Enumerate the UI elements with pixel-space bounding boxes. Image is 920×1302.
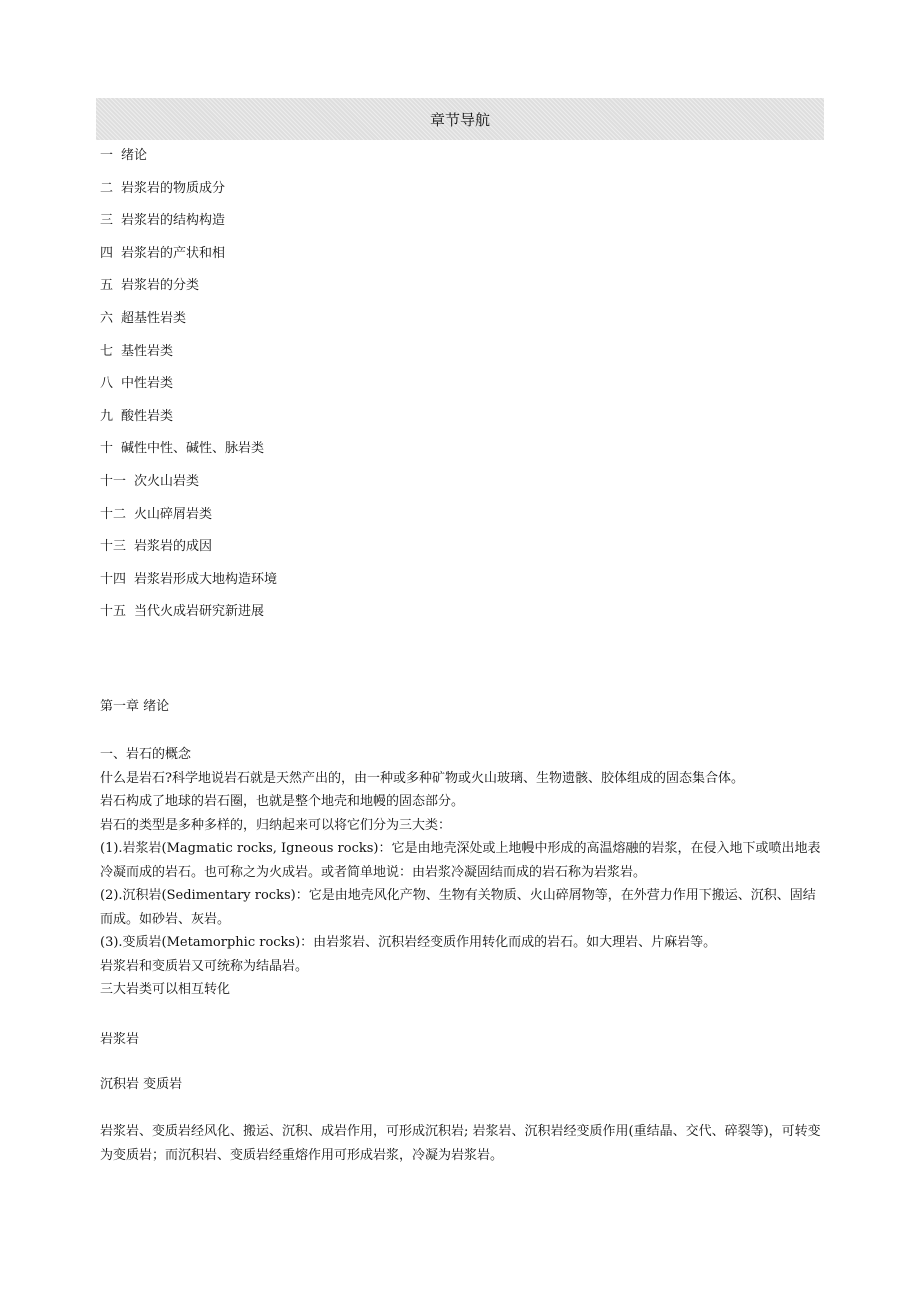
rock-cycle-top-label: 岩浆岩 bbox=[100, 1032, 140, 1047]
nav-item-label: 超基性岩类 bbox=[121, 310, 187, 326]
chapter-title: 第一章 绪论 bbox=[100, 699, 170, 714]
nav-item-label: 次火山岩类 bbox=[134, 473, 200, 489]
paragraph: (1).岩浆岩(Magmatic rocks, Igneous rocks)：它是由地壳深处或上地幔中形成的高温熔融的岩浆，在侵入地下或喷出地表冷凝而成的岩石。也可称之为火成岩。或者简单地说：由岩浆冷凝固结而成的岩石称为岩浆岩。 bbox=[100, 841, 821, 880]
rock-cycle-summary: 岩浆岩、变质岩经风化、搬运、沉积、成岩作用，可形成沉积岩; 岩浆岩、沉积岩经变质作用(重结晶、交代、碎裂等)，可转变为变质岩；而沉积岩、变质岩经重熔作用可形成岩浆，冷凝为岩浆岩。 bbox=[100, 1124, 821, 1163]
nav-item-6[interactable] bbox=[100, 303, 277, 336]
nav-item-3[interactable] bbox=[100, 205, 277, 238]
nav-item-label: 基性岩类 bbox=[121, 343, 174, 359]
nav-item-label: 绪论 bbox=[121, 148, 148, 163]
nav-item-label: 酸性岩类 bbox=[121, 408, 174, 424]
nav-item-number: 十四 bbox=[100, 571, 127, 587]
nav-item-label: 岩浆岩的成因 bbox=[134, 539, 213, 555]
nav-item-13[interactable] bbox=[100, 531, 277, 564]
nav-item-2[interactable] bbox=[100, 173, 277, 206]
section-title: 一、岩石的概念 bbox=[100, 747, 192, 762]
paragraph: 什么是岩石?科学地说岩石就是天然产出的，由一种或多种矿物或火山玻璃、生物遗骸、胶体组成的固态集合体。 bbox=[100, 770, 744, 786]
nav-item-number: 二 bbox=[100, 180, 114, 196]
nav-item-label: 岩浆岩的结构构造 bbox=[121, 213, 226, 229]
chapter-body bbox=[100, 743, 825, 1002]
nav-item-label: 当代火成岩研究新进展 bbox=[134, 604, 265, 620]
nav-item-8[interactable] bbox=[100, 368, 277, 401]
nav-item-label: 火山碎屑岩类 bbox=[134, 506, 213, 522]
nav-item-10[interactable] bbox=[100, 433, 277, 466]
nav-item-number: 十三 bbox=[100, 539, 127, 555]
nav-item-number: 六 bbox=[100, 310, 114, 326]
nav-item-number: 三 bbox=[100, 213, 114, 229]
nav-item-14[interactable] bbox=[100, 564, 277, 597]
nav-item-number: 八 bbox=[100, 376, 114, 392]
paragraph: 三大岩类可以相互转化 bbox=[100, 982, 231, 997]
nav-item-5[interactable] bbox=[100, 270, 277, 303]
nav-item-label: 碱性中性、碱性、脉岩类 bbox=[121, 441, 265, 457]
nav-item-number: 七 bbox=[100, 343, 114, 359]
nav-item-number: 十五 bbox=[100, 604, 127, 620]
nav-item-number: 四 bbox=[100, 245, 114, 261]
chapter-nav-list bbox=[100, 140, 277, 629]
nav-item-15[interactable] bbox=[100, 596, 277, 629]
nav-item-number: 五 bbox=[100, 278, 114, 294]
paragraph: (3).变质岩(Metamorphic rocks)：由岩浆岩、沉积岩经变质作用转化而成的岩石。如大理岩、片麻岩等。 bbox=[100, 935, 717, 950]
nav-item-label: 中性岩类 bbox=[121, 376, 174, 392]
nav-item-label: 岩浆岩的物质成分 bbox=[121, 180, 226, 196]
nav-item-number: 九 bbox=[100, 408, 114, 424]
chapter-nav-title: 章节导航 bbox=[429, 110, 490, 129]
nav-item-4[interactable] bbox=[100, 238, 277, 271]
nav-item-1[interactable] bbox=[100, 140, 277, 173]
paragraph: 岩石的类型是多种多样的，归纳起来可以将它们分为三大类： bbox=[100, 817, 452, 833]
nav-item-number: 十 bbox=[100, 441, 114, 457]
nav-item-12[interactable] bbox=[100, 499, 277, 532]
nav-item-7[interactable] bbox=[100, 336, 277, 369]
nav-item-label: 岩浆岩形成大地构造环境 bbox=[134, 571, 278, 587]
nav-item-number: 一 bbox=[100, 148, 114, 163]
nav-item-label: 岩浆岩的产状和相 bbox=[121, 245, 226, 261]
nav-item-11[interactable] bbox=[100, 466, 277, 499]
nav-item-9[interactable] bbox=[100, 401, 277, 434]
paragraph: 岩石构成了地球的岩石圈，也就是整个地壳和地幔的固态部分。 bbox=[100, 794, 465, 809]
chapter-nav-header bbox=[96, 98, 824, 140]
paragraph: 岩浆岩和变质岩又可统称为结晶岩。 bbox=[100, 958, 309, 974]
rock-cycle-bottom-labels: 沉积岩 变质岩 bbox=[100, 1077, 183, 1092]
nav-item-number: 十一 bbox=[100, 473, 127, 489]
nav-item-number: 十二 bbox=[100, 506, 127, 522]
nav-item-label: 岩浆岩的分类 bbox=[121, 278, 200, 294]
paragraph: (2).沉积岩(Sedimentary rocks)：它是由地壳风化产物、生物有关物质、火山碎屑物等，在外营力作用下搬运、沉积、固结而成。如砂岩、灰岩。 bbox=[100, 888, 816, 927]
